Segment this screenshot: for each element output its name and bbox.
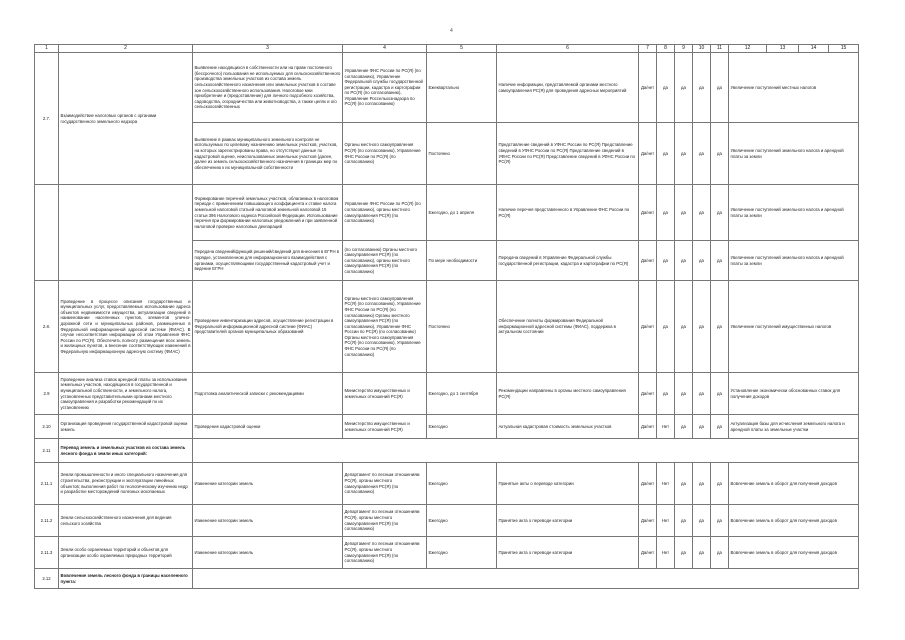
year-cell: да <box>657 241 675 281</box>
year-cell: да <box>711 185 729 241</box>
year-cell: да <box>675 415 693 439</box>
executor-cell: Министерство имущественных и земельных отношений РС(Я) <box>343 373 427 415</box>
effect-cell: Установление экономически обоснованных ставок для получения доходов <box>729 373 859 415</box>
year-cell: да <box>657 281 675 373</box>
year-cell: да <box>711 281 729 373</box>
year-cell: да <box>711 123 729 185</box>
term-cell: Постоянно <box>427 123 497 185</box>
result-cell: Передача сведений в Управление Федеральной службы государственной регистрации, кадастра и картографии по РС(Я) <box>497 241 639 281</box>
column-header: 15 <box>829 45 859 53</box>
column-header: 1 <box>35 45 59 53</box>
row-number: 2.12 <box>35 569 59 589</box>
year-cell: да <box>693 415 711 439</box>
year-cell: да <box>675 241 693 281</box>
indicator-cell: Да/нет <box>639 415 657 439</box>
measure-cell: Передача сведений/функций решений/сведений для внесения в ЕГРН в порядке, установленном для информационного взаимодействия с органами, осуществляющими государственный кадастровый учет и ведение ЕГРН <box>193 241 343 281</box>
year-cell: да <box>675 281 693 373</box>
result-cell: Рекомендации направлены в органы местного самоуправления РС(Я) <box>497 373 639 415</box>
indicator-cell: Да/нет <box>639 123 657 185</box>
indicator-cell: Да/нет <box>639 241 657 281</box>
term-cell: Ежегодно <box>427 415 497 439</box>
result-cell: Принятые акты о переводе категории <box>497 463 639 505</box>
row-number: 2.10 <box>35 415 59 439</box>
task-cell: Организация проведения государственной кадастровой оценки земель <box>59 415 193 439</box>
year-cell: да <box>711 373 729 415</box>
year-cell: да <box>711 537 729 569</box>
indicator-cell: Да/нет <box>639 505 657 537</box>
executor-cell: Управление ФНС России по РС(Я) (по согласованию), органы местного самоуправления РС(Я) (по согласованию) <box>343 185 427 241</box>
effect-cell: Вовлечение земель в оборот для получения доходов <box>729 505 859 537</box>
year-cell: да <box>693 463 711 505</box>
empty-cell <box>193 569 859 589</box>
result-cell: Актуальная кадастровая стоимость земельных участков <box>497 415 639 439</box>
executor-cell: Департамент по лесным отношениям РС(Я), органы местного самоуправления РС(Я) (по согласованию) <box>343 463 427 505</box>
executor-cell: Министерство имущественных и земельных отношений РС(Я) <box>343 415 427 439</box>
year-cell: да <box>675 123 693 185</box>
executor-cell: Департамент по лесным отношениям РС(Я), органы местного самоуправления РС(Я) (по согласованию) <box>343 505 427 537</box>
table-row <box>35 281 859 373</box>
row-number: 2.11.1 <box>35 463 59 505</box>
year-cell: да <box>693 185 711 241</box>
indicator-cell: Да/нет <box>639 53 657 123</box>
column-header: 10 <box>693 45 711 53</box>
year-cell: да <box>675 463 693 505</box>
year-cell: да <box>693 123 711 185</box>
empty-cell <box>193 439 859 463</box>
result-cell: Обеспечение полноты формирования Федеральной информационной адресной системы (ФИАС), поддержка в актуальном состоянии <box>497 281 639 373</box>
measure-cell: Выявление находящихся в собственности или на праве постоянного (бессрочного) пользования не используемых для сельскохозяйственного производства земельных участков из состава земель сельскохозяйственного назначения или земельных участков в составе зон сельскохозяйственного использования. Налоговое мни приобретение и (предоставление) для личного подсобного хозяйства, садоводства, огородничества или животноводства, а также целях и о/о сельскохозяйственных <box>193 53 343 123</box>
year-cell: да <box>675 505 693 537</box>
table-body <box>35 45 859 589</box>
table-row <box>35 463 859 505</box>
year-cell: да <box>693 281 711 373</box>
column-header: 5 <box>427 45 497 53</box>
executor-cell: (по согласованию) Органы местного самоуправления РС(Я) (по согласованию), органы местного самоуправления РС(Я) (по согласованию) <box>343 241 427 281</box>
column-header: 2 <box>59 45 193 53</box>
executor-cell: Органы местного самоуправления РС(Я) (по согласованию), Управление ФНС России по РС(Я) (по согласованию) <box>343 123 427 185</box>
task-cell: Проведение в процессе описания государственных и муниципальных услуг, предоставляемых использование адреса объектов недвижимости имущества, актуализации сведений в наименовании населенных пунктов, элементов улично-дорожной сети и муниципальных районов, размещенных в Федеральной информационной адресной системе (ФИАС). В случае несоответствия информации об этом Управления ФНС России по РС(Я). Обеспечить полноту размещения всех земель и жилищных пунктов, а внесение соответствующих изменений в Федеральную информационную адресную систему (ФИАС) <box>59 281 193 373</box>
year-cell: да <box>675 185 693 241</box>
year-cell: да <box>675 53 693 123</box>
executor-cell: Управление ФНС России по РС(Я) (по согласованию), Управление Федеральной службы государственной регистрации, кадастра и картографии по РС(Я) (по согласованию), Управление Россельхознадзора по РС(Я) (по согласованию) <box>343 53 427 123</box>
section-row <box>35 569 859 589</box>
measure-cell: Изменение категории земель <box>193 463 343 505</box>
result-cell: Представление сведений в УФНС России по РС(Я) Представление сведений в УФНС России по РС(Я) Представление сведений в УФНС России по РС(Я) Представление сведений в УФНС России по РС(Я) <box>497 123 639 185</box>
year-cell: Нет <box>657 463 675 505</box>
executor-cell: Департамент по лесным отношениям РС(Я), органы местного самоуправления РС(Я) (по согласованию) <box>343 537 427 569</box>
year-cell: да <box>711 463 729 505</box>
page-number: 4 <box>450 28 453 34</box>
measure-cell: Подготовка аналитической записки с рекомендациями <box>193 373 343 415</box>
year-cell: Нет <box>657 537 675 569</box>
year-cell: да <box>693 53 711 123</box>
column-header: 6 <box>497 45 639 53</box>
section-title: Вовлечение земель лесного фонда в границы населенного пункта: <box>59 569 193 589</box>
measure-cell: Проведение инвентаризации адресов, осуществление регистрации в Федеральной информационной адресной системе (ФИАС) представителей органов муниципальных образований <box>193 281 343 373</box>
effect-cell: Увеличение поступлений земельного налога и арендной платы за земли <box>729 241 859 281</box>
row-number: 2.11 <box>35 439 59 463</box>
result-cell: Наличие перечня представленного в Управление ФНС России по РС(Я) <box>497 185 639 241</box>
term-cell: Ежегодно <box>427 537 497 569</box>
effect-cell: Увеличение поступлений земельного налога и арендной платы за земли <box>729 185 859 241</box>
column-header: 13 <box>767 45 799 53</box>
task-cell: Земли промышленности и иного специального назначения для строительства, реконструкции и эксплуатации линейных объектов; выполнения работ по геологическому изучению недр и разработке месторождений полезных ископаемых <box>59 463 193 505</box>
table-row <box>35 537 859 569</box>
row-number: 2.9 <box>35 373 59 415</box>
table-row <box>35 505 859 537</box>
effect-cell: Вовлечение земель в оборот для получения доходов <box>729 463 859 505</box>
term-cell: Постоянно <box>427 281 497 373</box>
indicator-cell: Да/нет <box>639 185 657 241</box>
year-cell: Нет <box>657 505 675 537</box>
term-cell: Ежегодно <box>427 505 497 537</box>
table-row <box>35 185 859 241</box>
effect-cell: Увеличение поступлений имущественных налогов <box>729 281 859 373</box>
task-cell: Проведение анализа ставок арендной платы за использование земельных участков, находящихся в государственной и муниципальной собственности, и земельного налога, установленных представительными органами местного самоуправления и разработки рекомендаций по их установлению <box>59 373 193 415</box>
year-cell: да <box>711 241 729 281</box>
measure-cell: Формирование перечней земельных участков, облагаемых в налоговом периоде с применением повышающего коэффициента к ставке налога земельной налоговой статьей налоговой земельной налоговой 15 статьи 396 Налогового кодекса Российской Федерации. Использование перечня при формировании налоговых уведомлений и при заявленной налоговой проверке налоговых деклараций <box>193 185 343 241</box>
year-cell: Нет <box>657 415 675 439</box>
section-title: Перевод земель и земельных участков из состава земель лесного фонда в земли иных категорий: <box>59 439 193 463</box>
indicator-cell: Да/нет <box>639 373 657 415</box>
result-cell: Наличие информации, представляемой органами местного самоуправления РС(Я) для проведения адресных мероприятий <box>497 53 639 123</box>
year-cell: да <box>657 53 675 123</box>
column-header: 11 <box>711 45 729 53</box>
column-header: 3 <box>193 45 343 53</box>
task-cell: Земли особо охраняемых территорий и объектов для организации особо охраняемых природных территорий <box>59 537 193 569</box>
effect-cell: Актуализация базы для исчисления земельного налога и арендной платы за земельные участки <box>729 415 859 439</box>
term-cell: Ежегодно <box>427 463 497 505</box>
plan-table <box>34 44 859 589</box>
table-row <box>35 53 859 123</box>
row-number: 2.7. <box>35 53 59 185</box>
term-cell: Ежегодно, до 1 сентября <box>427 373 497 415</box>
row-number: 2.8. <box>35 281 59 373</box>
result-cell: Принятие акта о переводе категории <box>497 505 639 537</box>
term-cell: Ежегодно, до 1 апреля <box>427 185 497 241</box>
term-cell: По мере необходимости <box>427 241 497 281</box>
column-header: 7 <box>639 45 657 53</box>
column-header: 4 <box>343 45 427 53</box>
measure-cell: Проведение кадастровой оценки <box>193 415 343 439</box>
task-cell: Земли сельскохозяйственного назначения для ведения сельского хозяйства <box>59 505 193 537</box>
year-cell: да <box>657 123 675 185</box>
year-cell: да <box>693 537 711 569</box>
section-row <box>35 439 859 463</box>
result-cell: Принятие акта о переводе категории <box>497 537 639 569</box>
column-header: 8 <box>657 45 675 53</box>
year-cell: да <box>657 373 675 415</box>
indicator-cell: Да/нет <box>639 463 657 505</box>
year-cell: да <box>693 505 711 537</box>
row-number: 2.11.3 <box>35 537 59 569</box>
year-cell: да <box>711 415 729 439</box>
task-cell: Взаимодействие налоговых органов с органами государственного земельного надзора <box>59 53 193 185</box>
column-header: 9 <box>675 45 693 53</box>
effect-cell: Вовлечение земель в оборот для получения доходов <box>729 537 859 569</box>
row-number <box>35 185 59 281</box>
year-cell: да <box>693 373 711 415</box>
year-cell: да <box>711 505 729 537</box>
term-cell: Ежеквартально <box>427 53 497 123</box>
column-header: 12 <box>729 45 767 53</box>
indicator-cell: Да/нет <box>639 281 657 373</box>
effect-cell: Увеличение поступлений земельного налога и арендной платы за земли <box>729 123 859 185</box>
measure-cell: Изменение категории земель <box>193 537 343 569</box>
year-cell: да <box>657 185 675 241</box>
year-cell: да <box>675 373 693 415</box>
year-cell: да <box>693 241 711 281</box>
effect-cell: Увеличение поступлений местных налогов <box>729 53 859 123</box>
table-row <box>35 415 859 439</box>
table-row <box>35 373 859 415</box>
year-cell: да <box>675 537 693 569</box>
column-header: 14 <box>799 45 829 53</box>
measure-cell: Выявление в рамках муниципального земельного контроля не используемых по целевому назначению земельных участков, участков, на которых зарегистрированы права, но отсутствуют данные по кадастровой оценке, неиспользованных земельных участков (далее, далее из земель сельскохозяйственного назначения в границах мер по обеспечению к их муниципальной собственности <box>193 123 343 185</box>
row-number: 2.11.2 <box>35 505 59 537</box>
year-cell: да <box>711 53 729 123</box>
task-cell <box>59 185 193 281</box>
executor-cell: Органы местного самоуправления РС(Я) (по согласованию), Управление ФНС России по РС(Я) (по согласованию) Органы местного самоуправления РС(Я) (по согласованию), Управление ФНС России по РС(Я) (по согласованию) Органы местного самоуправления РС(Я) (по согласованию), Управление ФНС России по РС(Я) (по согласованию) <box>343 281 427 373</box>
measure-cell: Изменение категории земель <box>193 505 343 537</box>
indicator-cell: Да/нет <box>639 537 657 569</box>
header-row <box>35 45 859 53</box>
